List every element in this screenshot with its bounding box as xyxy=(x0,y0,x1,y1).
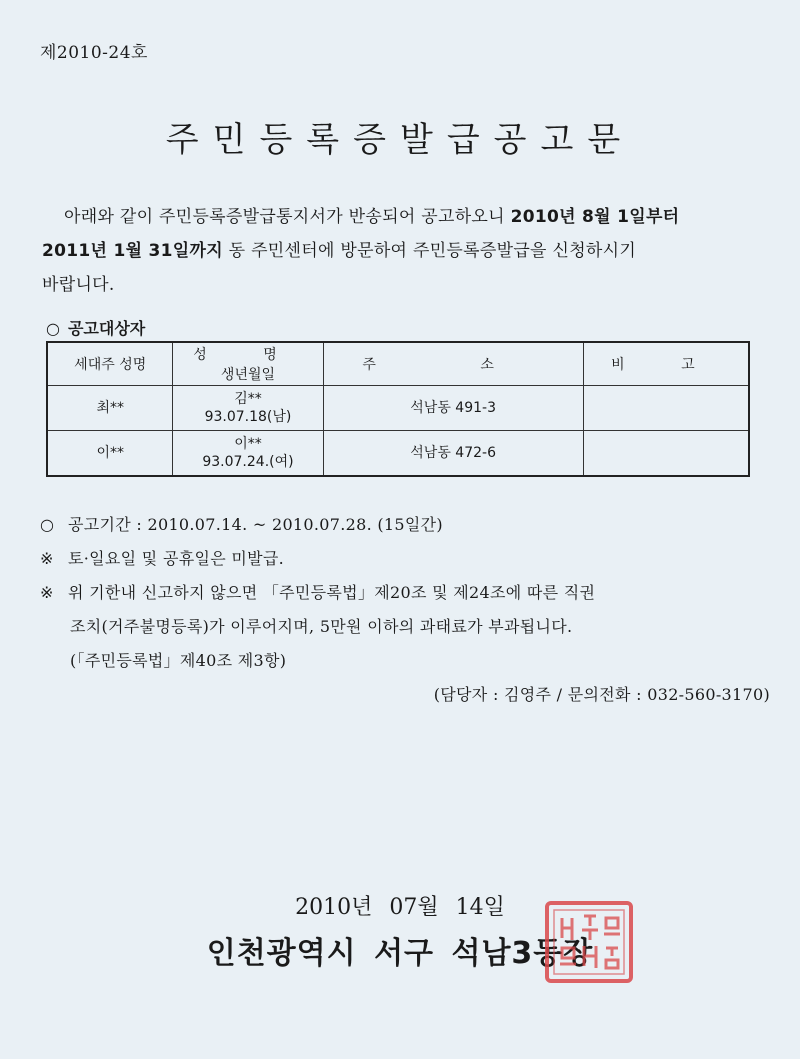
intro-line-3: 바랍니다. xyxy=(42,275,115,295)
intro-text: 아래와 같이 주민등록증발급통지서가 반송되어 공고하오니 xyxy=(64,207,511,227)
document-title: 주민등록증발급공고문 xyxy=(165,120,635,160)
cell-name-birth xyxy=(173,431,323,477)
note-2-text: 위 기한내 신고하지 않으면 「주민등록법」제20조 및 제24조에 따른 직권 xyxy=(68,583,596,602)
notice-details xyxy=(40,508,780,712)
cell-birth: 93.07.18(남) xyxy=(204,409,292,425)
note-1-text: 토·일요일 및 공휴일은 미발급. xyxy=(68,549,285,568)
cell-address: 석남동 491-3 xyxy=(323,386,583,431)
official-seal-icon xyxy=(544,900,634,984)
table-row xyxy=(47,431,749,477)
intro-paragraph xyxy=(42,200,762,302)
reference-mark-icon: ※ xyxy=(40,583,54,602)
circle-bullet-icon: ○ xyxy=(46,319,60,338)
header-address: 주 소 xyxy=(323,342,583,386)
header-name-birth xyxy=(173,342,323,386)
cell-name-birth xyxy=(173,386,323,431)
header-birth: 생년월일 xyxy=(220,367,276,383)
reference-mark-icon: ※ xyxy=(40,549,54,568)
cell-householder: 최** xyxy=(47,386,173,431)
period-text: 공고기간 : 2010.07.14. ~ 2010.07.28. (15일간) xyxy=(68,515,443,534)
cell-name: 이** xyxy=(234,436,262,452)
cell-note xyxy=(583,386,749,431)
intro-line-2 xyxy=(42,234,762,268)
table-row xyxy=(47,386,749,431)
contact-info: (담당자 : 김영주 / 문의전화 : 032-560-3170) xyxy=(433,685,770,704)
issuer-name: 인천광역시 서구 석남3동장 xyxy=(206,936,594,971)
circle-bullet-icon: ○ xyxy=(40,515,55,534)
cell-address: 석남동 472-6 xyxy=(323,431,583,477)
header-name: 성 명 xyxy=(193,347,303,363)
issue-date: 2010년 07월 14일 xyxy=(295,895,505,920)
section-heading xyxy=(46,316,145,339)
cell-birth: 93.07.24.(여) xyxy=(202,454,294,470)
cell-name: 김** xyxy=(234,391,262,407)
intro-line-1 xyxy=(42,200,762,234)
section-label: 공고대상자 xyxy=(67,319,146,338)
targets-table xyxy=(46,341,750,477)
cell-note xyxy=(583,431,749,477)
header-note: 비 고 xyxy=(583,342,749,386)
cell-householder: 이** xyxy=(47,431,173,477)
document-number: 제2010-24호 xyxy=(40,43,148,63)
notice-period xyxy=(40,508,780,542)
table-header-row xyxy=(47,342,749,386)
note-2-legal-reference: (「주민등록법」제40조 제3항) xyxy=(70,651,287,670)
intro-end-date: 2011년 1월 31일까지 xyxy=(42,241,223,261)
header-householder: 세대주 성명 xyxy=(47,342,173,386)
intro-start-date: 2010년 8월 1일부터 xyxy=(510,207,680,227)
note-2 xyxy=(40,576,780,610)
note-1 xyxy=(40,542,780,576)
note-2-continued: 조치(거주불명등록)가 이루어지며, 5만원 이하의 과태료가 부과됩니다. xyxy=(70,617,573,636)
intro-text: 동 주민센터에 방문하여 주민등록증발급을 신청하시기 xyxy=(222,241,637,261)
